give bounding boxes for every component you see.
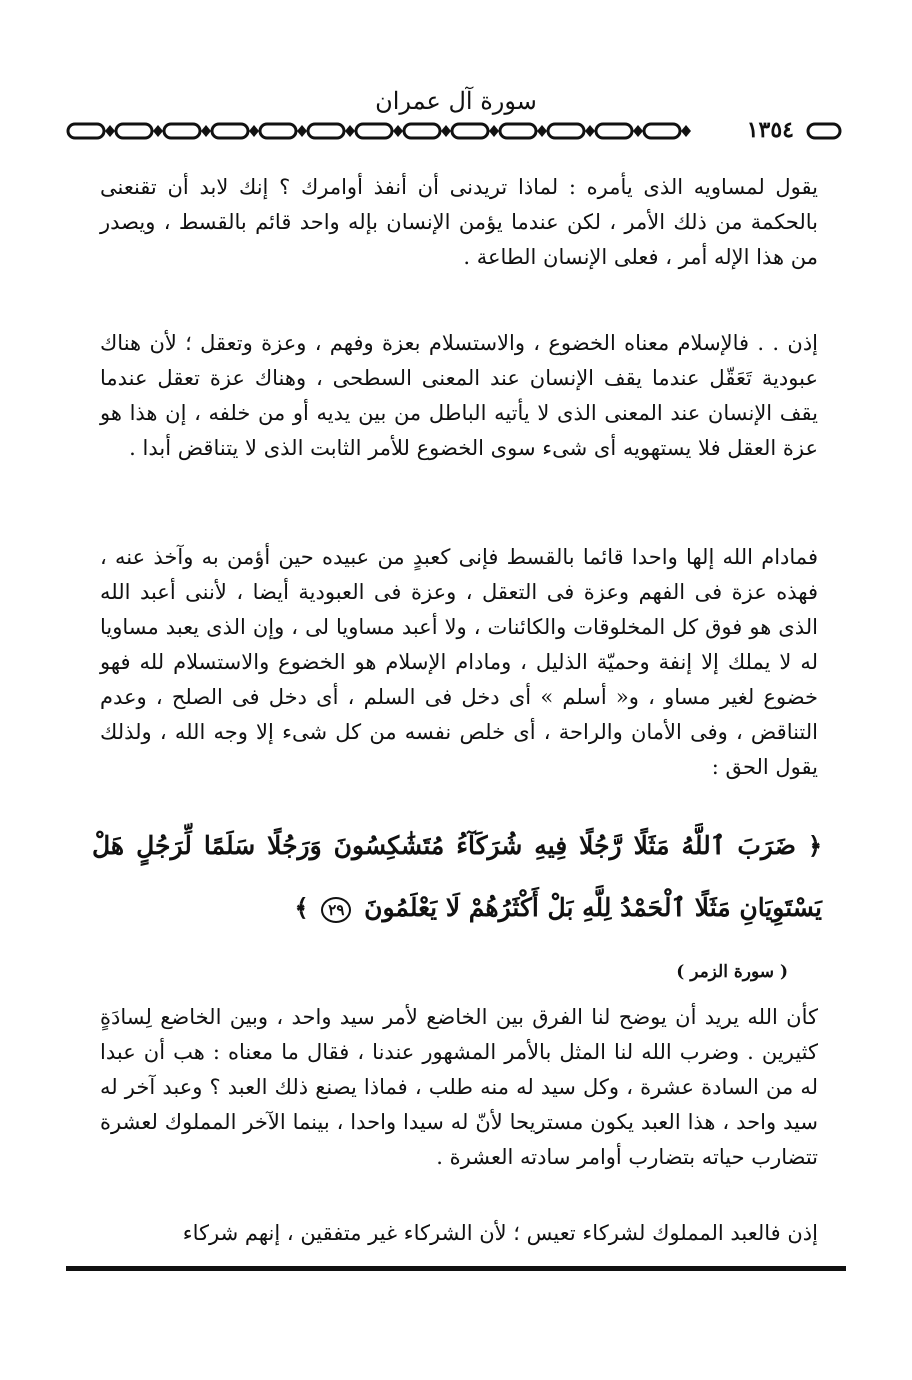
paragraph-4: كأن الله يريد أن يوضح لنا الفرق بين الخاضع لأمر سيد واحد ، وبين الخاضع لِسادَةٍ كثيرين . وضرب الله لنا المثل بالأمر المشهور عندنا ، فقال ما معناه : هب أن عبدا له من السادة عشرة ، وكل سيد له منه طلب ، فماذا يصنع ذلك العبد ؟ وعبد آخر له سيد واحد ، هذا العبد يكون مستريحا لأنّ له سيدا واحدا ، بينما الآخر المملوك لعشرة تتضارب حياته بتضارب أوامر سادته العشرة . (100, 1005, 818, 1169)
chain-link (452, 124, 488, 138)
paragraph-3: فمادام الله إلها واحدا قائما بالقسط فإنى كعبدٍ من عبيده حين أؤمن به وآخذ عنه ، فهذه عزة فى الفهم وعزة فى التعقل ، وعزة فى العبودية أيضا ، لأننى أعبد الله الذى هو فوق كل المخلوقات والكائنات ، ولا أعبد مساويا لى ، وإن الذى يعبد مساويا له لا يملك إلا إنفة وحميّة الذليل ، ومادام الإسلام هو الخضوع والاستسلام لله فهو خضوع لغير مساو ، و« أسلم » أى دخل فى السلم ، أى دخل فى الصلح ، وعدم التناقض ، وفى الأمان والراحة ، أى خلص نفسه من كل شىء إلا وجه الله ، ولذلك يقول الحق : (100, 545, 818, 779)
chain-diamond (297, 125, 307, 137)
chain-ornament (66, 118, 844, 144)
chain-link (404, 124, 440, 138)
chain-link (548, 124, 584, 138)
paragraph-1: يقول لمساويه الذى يأمره : لماذا تريدنى أن أنفذ أوامرك ؟ إنك لابد أن تقنعنى بالحكمة من ذلك الأمر ، لكن عندما يؤمن الإنسان بإله واحد قائم بالقسط ، ويصدر من هذا الإله أمر ، فعلى الإنسان الطاعة . (100, 175, 818, 269)
chain-link (260, 124, 296, 138)
chain-link (116, 124, 152, 138)
chain-diamond (489, 125, 499, 137)
chain-diamond (537, 125, 547, 137)
header-ornament-band (66, 118, 844, 144)
chain-link (644, 124, 680, 138)
chain-diamond (441, 125, 451, 137)
verse-source: ( سورة الزمر ) (676, 962, 788, 982)
paragraph-5: إذن فالعبد المملوك لشركاء تعيس ؛ لأن الشركاء غير متفقين ، إنهم شركاء (182, 1221, 818, 1245)
footer-rule (66, 1266, 846, 1271)
chain-end-link (808, 124, 840, 138)
chain-link (308, 124, 344, 138)
chain-link (68, 124, 104, 138)
chain-diamond (393, 125, 403, 137)
chain-link (356, 124, 392, 138)
chain-diamond (153, 125, 163, 137)
chain-link (596, 124, 632, 138)
paragraph-2: إذن . . فالإسلام معناه الخضوع ، والاستسلام بعزة وفهم ، وعزة وتعقل ؛ لأن هناك عبودية تَعَقّل عندما يقف الإنسان عند المعنى السطحى ، وهناك عزة تعقل عندما يقف الإنسان عند المعنى الذى لا يأتيه الباطل من بين يديه أو من خلفه ، إن هذا هو عزة العقل فلا يستهويه أى شىء سوى الخضوع للأمر الثابت الذى لا يتناقض أبدا . (100, 331, 818, 460)
chain-link (212, 124, 248, 138)
verse-open-ornament: ﴿ (807, 831, 822, 860)
page-number: ١٣٥٤ (741, 116, 800, 144)
chain-diamond (585, 125, 595, 137)
chain-diamond (345, 125, 355, 137)
quran-verse (92, 815, 822, 939)
chain-diamond (681, 125, 691, 137)
verse-text: ضَرَبَ ٱللَّهُ مَثَلًا رَّجُلًا فِيهِ شُرَكَآءُ مُتَشَٰكِسُونَ وَرَجُلًا سَلَمًا لِّرَجُلٍ هَلْ يَسْتَوِيَانِ مَثَلًا ٱلْحَمْدُ لِلَّهِ بَلْ أَكْثَرُهُمْ لَا يَعْلَمُونَ (92, 831, 822, 922)
verse-close-ornament: ﴾ (294, 893, 309, 922)
chain-diamond (249, 125, 259, 137)
verse-number: ٢٩ (321, 897, 351, 923)
chain-link (500, 124, 536, 138)
surah-title: سورة آل عمران (375, 87, 537, 115)
chain-link (164, 124, 200, 138)
chain-diamond (105, 125, 115, 137)
chain-diamond (201, 125, 211, 137)
chain-diamond (633, 125, 643, 137)
